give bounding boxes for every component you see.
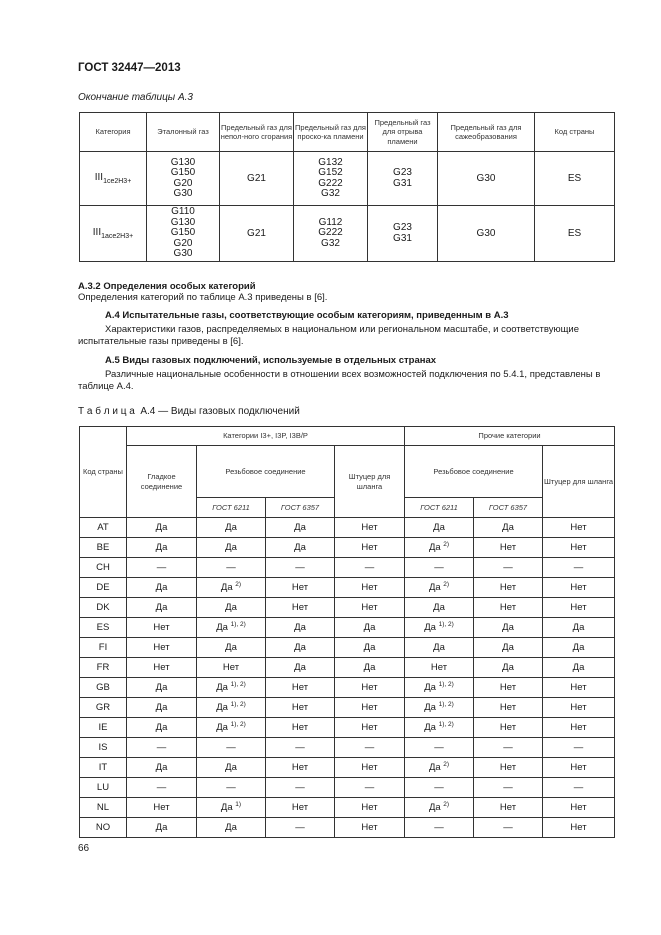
soot-gas-cell: G30	[438, 206, 535, 262]
connection-cell: Да	[335, 638, 405, 658]
category-main: III	[94, 172, 104, 183]
a4-col-thread-connection-other: Резьбовое соединение	[405, 446, 543, 498]
category-main: III	[92, 227, 102, 238]
connection-cell: Да	[543, 618, 615, 638]
connection-cell: —	[127, 738, 197, 758]
table-row	[80, 758, 615, 778]
incomplete-gas-cell: G21	[220, 206, 294, 262]
connection-cell: Да	[127, 598, 197, 618]
gas-value: G30	[173, 188, 193, 199]
country-code-cell: IS	[80, 738, 127, 758]
connection-cell: —	[127, 778, 197, 798]
connection-cell: Нет	[127, 638, 197, 658]
connection-cell: —	[474, 558, 543, 578]
document-header: ГОСТ 32447—2013	[78, 62, 181, 74]
connection-cell: Да	[127, 758, 197, 778]
a3-col-category: Категория	[80, 113, 147, 152]
connection-cell: Нет	[543, 518, 615, 538]
country-code-cell: CH	[80, 558, 127, 578]
connection-cell: Да	[127, 518, 197, 538]
connection-cell: Нет	[127, 658, 197, 678]
gas-value: G130	[170, 216, 196, 228]
liftoff-gas-cell	[368, 152, 438, 206]
footnote-marker: 1), 2)	[230, 700, 246, 708]
country-code-cell: NL	[80, 798, 127, 818]
connection-cell: Да	[405, 638, 474, 658]
connection-cell: —	[474, 738, 543, 758]
country-code-cell: ES	[535, 152, 615, 206]
connection-cell: Да	[197, 638, 266, 658]
a3-col-sooting: Предельный газ для сажеобразования	[438, 113, 535, 152]
table-a3	[79, 112, 615, 262]
a4-group-other-categories: Прочие категории	[405, 427, 615, 446]
connection-cell: Нет	[405, 658, 474, 678]
a3-col-flashback: Предельный газ для проско-ка пламени	[294, 113, 368, 152]
footnote-marker: 1), 2)	[438, 680, 454, 688]
connection-cell: —	[543, 738, 615, 758]
footnote-marker: 2)	[443, 580, 450, 588]
country-code-cell: IT	[80, 758, 127, 778]
table-row	[80, 698, 615, 718]
caption-prefix: Т а б л и ц а	[78, 406, 135, 417]
country-code-cell: FI	[80, 638, 127, 658]
table-a4-body	[80, 518, 615, 838]
gas-value: G23	[393, 167, 412, 178]
table-row	[80, 518, 615, 538]
a4-col-gost-6357-other: ГОСТ 6357	[474, 498, 543, 518]
gas-value: G32	[321, 237, 340, 249]
a4-col-country-code: Код страны	[80, 427, 127, 518]
connection-cell: Да	[405, 598, 474, 618]
a3-col-country: Код страны	[535, 113, 615, 152]
footnote-marker: 2)	[443, 800, 450, 808]
page-number: 66	[78, 843, 90, 854]
footnote-marker: 1)	[235, 800, 242, 808]
connection-cell: Да $^{2)}$	[405, 758, 474, 778]
connection-cell: Нет	[266, 578, 335, 598]
connection-cell: Нет	[543, 578, 615, 598]
connection-cell: Нет	[543, 678, 615, 698]
liftoff-gas-cell	[368, 206, 438, 262]
connection-cell: Да $^{2)}$	[197, 578, 266, 598]
country-code-cell: BE	[80, 538, 127, 558]
flashback-gas-cell	[294, 152, 368, 206]
connection-cell: Нет	[335, 598, 405, 618]
connection-cell: Нет	[197, 658, 266, 678]
gas-value: G132	[318, 156, 343, 168]
connection-cell: Нет	[543, 818, 615, 838]
gas-value: G32	[321, 188, 340, 199]
a4-group-i3-categories: Категории I3+, I3P, I3B/P	[127, 427, 405, 446]
connection-cell: —	[266, 818, 335, 838]
connection-cell: —	[405, 778, 474, 798]
gas-value: G23	[393, 222, 412, 233]
table-row	[80, 598, 615, 618]
connection-cell: Да $^{1), 2)}$	[405, 718, 474, 738]
connection-cell: Нет	[266, 698, 335, 718]
connection-cell: —	[127, 558, 197, 578]
connection-cell: —	[197, 738, 266, 758]
table-row	[80, 638, 615, 658]
connection-cell: Да	[543, 638, 615, 658]
connection-cell: —	[335, 738, 405, 758]
table-row	[80, 798, 615, 818]
connection-cell: Да	[127, 698, 197, 718]
connection-cell: Да	[266, 618, 335, 638]
connection-cell: Да	[266, 658, 335, 678]
a3-col-flame-lift: Предельный газ для отрыва пламени	[368, 113, 438, 152]
connection-cell: Да	[474, 618, 543, 638]
table-row	[80, 152, 615, 206]
table-row	[80, 818, 615, 838]
category-subscript: 1ace2H3+	[101, 233, 134, 240]
gas-value: G31	[393, 232, 412, 244]
category-cell	[80, 206, 147, 262]
connection-cell: Да	[127, 678, 197, 698]
footnote-marker: 2)	[443, 540, 450, 548]
country-code-cell: FR	[80, 658, 127, 678]
a4-col-gost-6211: ГОСТ 6211	[197, 498, 266, 518]
table-row	[80, 538, 615, 558]
connection-cell: Нет	[474, 718, 543, 738]
gas-value: G152	[318, 167, 343, 178]
connection-cell: Нет	[474, 698, 543, 718]
connection-cell: Нет	[543, 598, 615, 618]
caption-text: А.4 — Виды газовых подключений	[140, 406, 300, 417]
country-code-cell: GR	[80, 698, 127, 718]
table-a4	[79, 426, 615, 838]
connection-cell: Нет	[543, 798, 615, 818]
connection-cell: Да	[197, 598, 266, 618]
gas-value: G20	[173, 237, 193, 249]
country-code-cell: LU	[80, 778, 127, 798]
connection-cell: —	[474, 818, 543, 838]
connection-cell: Нет	[543, 718, 615, 738]
country-code-cell: ES	[80, 618, 127, 638]
footnote-marker: 1), 2)	[438, 700, 454, 708]
gas-value: G110	[171, 206, 195, 218]
connection-cell: Нет	[474, 678, 543, 698]
footnote-marker: 1), 2)	[438, 620, 454, 628]
connection-cell: —	[405, 818, 474, 838]
table-row	[80, 738, 615, 758]
table-a4-header-row	[80, 427, 615, 446]
connection-cell: Да	[266, 518, 335, 538]
connection-cell: Да	[127, 578, 197, 598]
connection-cell: Да $^{1), 2)}$	[197, 618, 266, 638]
footnote-marker: 1), 2)	[230, 680, 246, 688]
connection-cell: Нет	[335, 518, 405, 538]
country-code-cell: AT	[80, 518, 127, 538]
connection-cell: —	[266, 558, 335, 578]
section-a32-text: Определения категорий по таблице А.3 приведены в [6].	[78, 292, 328, 303]
connection-cell: —	[266, 738, 335, 758]
footnote-marker: 1), 2)	[230, 720, 246, 728]
connection-cell: Да	[127, 818, 197, 838]
footnote-marker: 1), 2)	[230, 620, 246, 628]
incomplete-gas-cell: G21	[220, 152, 294, 206]
connection-cell: Нет	[474, 798, 543, 818]
connection-cell: Да	[127, 538, 197, 558]
connection-cell: Да	[543, 658, 615, 678]
connection-cell: Да	[197, 818, 266, 838]
connection-cell: Да $^{1), 2)}$	[405, 618, 474, 638]
gas-value: G222	[318, 177, 343, 189]
a3-col-incomplete-combustion: Предельный газ для непол-ного сгорания	[220, 113, 294, 152]
connection-cell: Нет	[335, 698, 405, 718]
connection-cell: Нет	[266, 678, 335, 698]
gas-value: G150	[170, 167, 196, 178]
table-a4-caption	[78, 406, 300, 417]
connection-cell: Нет	[266, 598, 335, 618]
connection-cell: —	[543, 558, 615, 578]
flashback-gas-cell	[294, 206, 368, 262]
connection-cell: —	[197, 778, 266, 798]
connection-cell: —	[405, 738, 474, 758]
connection-cell: Да	[405, 518, 474, 538]
gas-value: G130	[170, 156, 196, 168]
table-row	[80, 678, 615, 698]
connection-cell: —	[335, 558, 405, 578]
section-a4-title: А.4 Испытательные газы, соответствующие особым категориям, приведенным в А.3	[105, 310, 509, 321]
connection-cell: Нет	[474, 758, 543, 778]
category-subscript: 1ce2H3+	[103, 178, 132, 185]
section-a5-title: А.5 Виды газовых подключений, используемые в отдельных странах	[105, 355, 437, 366]
table-row	[80, 618, 615, 638]
gas-value: G112	[318, 216, 343, 228]
connection-cell: Да $^{1), 2)}$	[197, 678, 266, 698]
a4-col-hose-nozzle-other: Штуцер для шланга	[543, 446, 615, 518]
country-code-cell: ES	[535, 206, 615, 262]
footnote-marker: 2)	[235, 580, 242, 588]
a4-col-smooth-connection: Гладкое соединение	[127, 446, 197, 518]
soot-gas-cell: G30	[438, 152, 535, 206]
table-a4-header-row	[80, 446, 615, 498]
connection-cell: Да $^{1), 2)}$	[197, 698, 266, 718]
table-a3-header-row	[80, 113, 615, 152]
connection-cell: Нет	[266, 718, 335, 738]
gas-value: G30	[173, 248, 193, 260]
connection-cell: Да	[197, 518, 266, 538]
table-row	[80, 206, 615, 262]
connection-cell: —	[266, 778, 335, 798]
footnote-marker: 2)	[443, 760, 450, 768]
connection-cell: Да	[335, 618, 405, 638]
category-cell	[80, 152, 147, 206]
connection-cell: Нет	[335, 798, 405, 818]
table-row	[80, 658, 615, 678]
connection-cell: Нет	[543, 538, 615, 558]
connection-cell: Нет	[335, 678, 405, 698]
country-code-cell: NO	[80, 818, 127, 838]
connection-cell: Нет	[127, 618, 197, 638]
connection-cell: —	[335, 778, 405, 798]
connection-cell: Да $^{1), 2)}$	[197, 718, 266, 738]
table-a3-caption: Окончание таблицы А.3	[78, 92, 193, 103]
a4-col-gost-6357: ГОСТ 6357	[266, 498, 335, 518]
connection-cell: —	[197, 558, 266, 578]
connection-cell: Нет	[335, 818, 405, 838]
connection-cell: Да	[266, 538, 335, 558]
connection-cell: Нет	[474, 598, 543, 618]
connection-cell: Да	[127, 718, 197, 738]
gas-value: G150	[170, 227, 196, 239]
connection-cell: Нет	[335, 538, 405, 558]
connection-cell: Да	[474, 638, 543, 658]
country-code-cell: GB	[80, 678, 127, 698]
connection-cell: Нет	[266, 758, 335, 778]
connection-cell: Нет	[543, 698, 615, 718]
a4-col-thread-connection: Резьбовое соединение	[197, 446, 335, 498]
gas-value: G31	[393, 177, 412, 189]
country-code-cell: DE	[80, 578, 127, 598]
table-row	[80, 578, 615, 598]
section-a5-text: Различные национальные особенности в отношении всех возможностей подключения по 5.4.1, представлены в таблице А.4.	[78, 369, 601, 392]
connection-cell: —	[543, 778, 615, 798]
connection-cell: Да	[197, 758, 266, 778]
a4-col-gost-6211-other: ГОСТ 6211	[405, 498, 474, 518]
country-code-cell: DK	[80, 598, 127, 618]
table-row	[80, 718, 615, 738]
table-row	[80, 778, 615, 798]
connection-cell: Да $^{2)}$	[405, 578, 474, 598]
gas-value: G222	[318, 227, 343, 239]
section-a32-title: А.3.2 Определения особых категорий	[78, 281, 256, 292]
connection-cell: —	[405, 558, 474, 578]
connection-cell: Да	[197, 538, 266, 558]
connection-cell: Да	[474, 518, 543, 538]
country-code-cell: IE	[80, 718, 127, 738]
connection-cell: Нет	[335, 578, 405, 598]
connection-cell: Нет	[266, 798, 335, 818]
connection-cell: Нет	[543, 758, 615, 778]
connection-cell: —	[474, 778, 543, 798]
connection-cell: Нет	[474, 538, 543, 558]
connection-cell: Да $^{1)}$	[197, 798, 266, 818]
footnote-marker: 1), 2)	[438, 720, 454, 728]
connection-cell: Да	[266, 638, 335, 658]
reference-gas-cell	[147, 206, 220, 262]
connection-cell: Да $^{2)}$	[405, 538, 474, 558]
table-row	[80, 558, 615, 578]
reference-gas-cell	[147, 152, 220, 206]
gas-value: G20	[173, 177, 193, 189]
connection-cell: Да $^{1), 2)}$	[405, 678, 474, 698]
connection-cell: Да	[474, 658, 543, 678]
a3-col-reference-gas: Эталонный газ	[147, 113, 220, 152]
connection-cell: Нет	[335, 718, 405, 738]
connection-cell: Нет	[127, 798, 197, 818]
connection-cell: Нет	[335, 758, 405, 778]
connection-cell: Нет	[474, 578, 543, 598]
a4-col-hose-nozzle: Штуцер для шланга	[335, 446, 405, 518]
section-a4-text: Характеристики газов, распределяемых в национальном или региональном масштабе, и соответствующие испытательные газы приведены в [6].	[78, 324, 580, 347]
connection-cell: Да	[335, 658, 405, 678]
connection-cell: Да $^{1), 2)}$	[405, 698, 474, 718]
connection-cell: Да $^{2)}$	[405, 798, 474, 818]
